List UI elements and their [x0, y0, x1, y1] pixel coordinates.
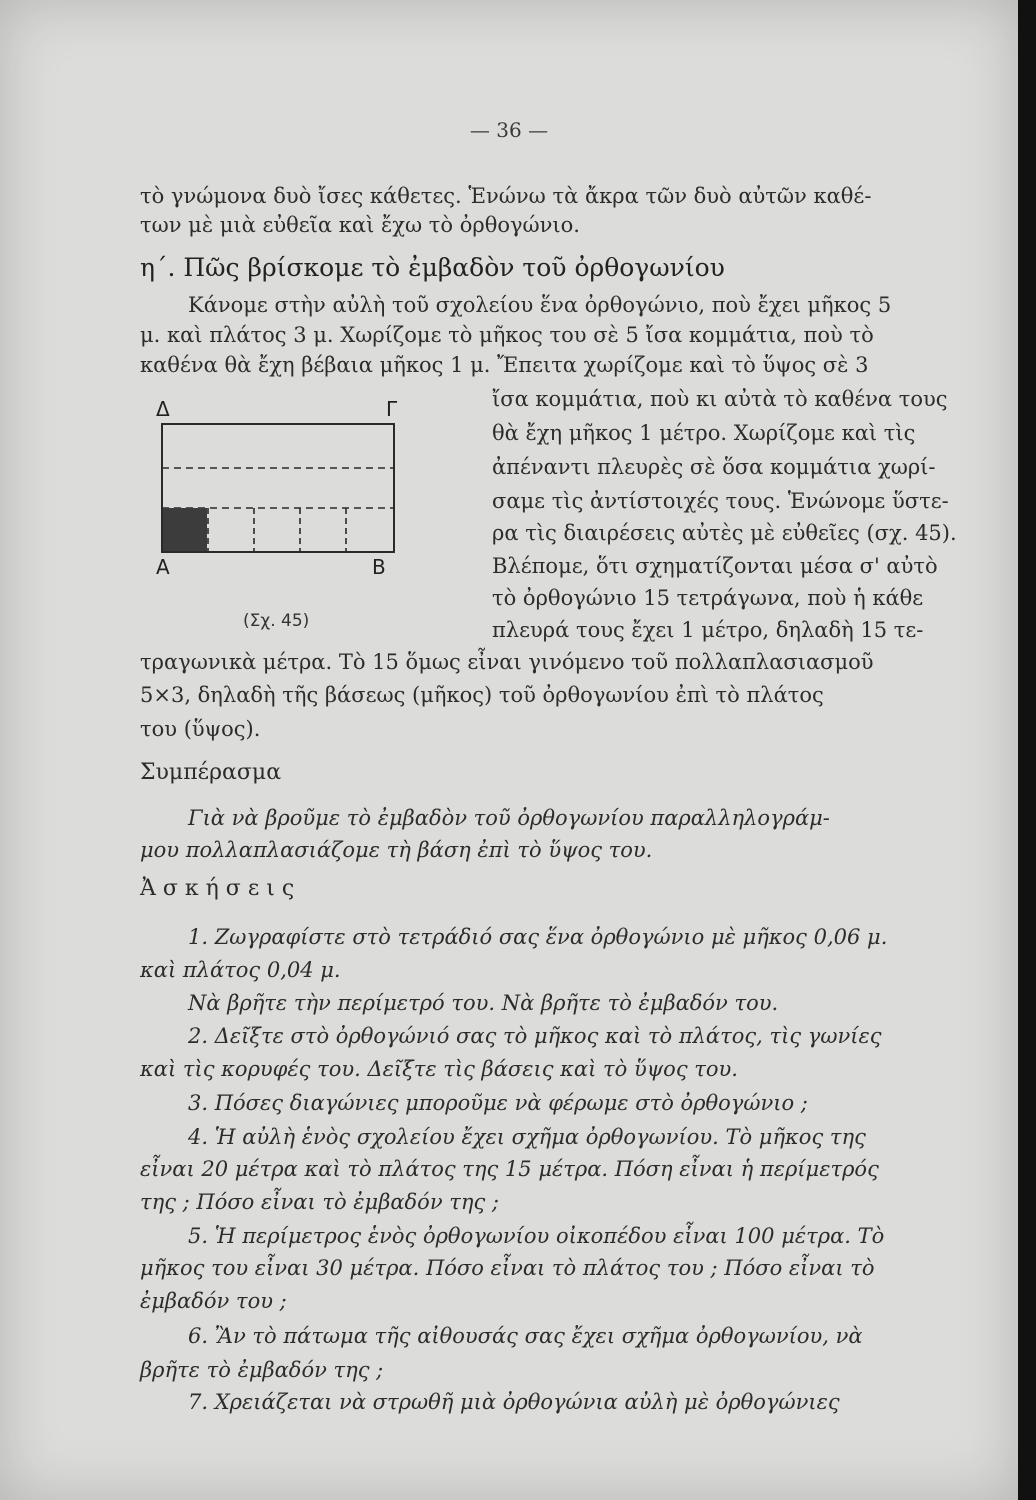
- text-line: καθένα θὰ ἔχη βέβαια μῆκος 1 μ. Ἔπειτα χωρίζομε καὶ τὸ ὕψος σὲ 3: [140, 353, 869, 377]
- exercise-line: καὶ πλάτος 0,04 μ.: [140, 958, 341, 982]
- side-text-line: ἀπέναντι πλευρὲς σὲ ὅσα κομμάτια χωρί-: [492, 455, 936, 479]
- exercise-line: 5. Ἡ περίμετρος ἑνὸς ὀρθογωνίου οἰκοπέδου εἶναι 100 μέτρα. Τὸ: [188, 1224, 885, 1248]
- section-heading: η΄. Πῶς βρίσκομε τὸ ἐμβαδὸν τοῦ ὀρθογωνίου: [140, 253, 725, 282]
- text-line: Κάνομε στὴν αὐλὴ τοῦ σχολείου ἕνα ὀρθογώνιο, ποὺ ἔχει μῆκος 5: [188, 293, 892, 317]
- label-bottom-right: Β: [372, 555, 386, 579]
- text-line: μ. καὶ πλάτος 3 μ. Χωρίζομε τὸ μῆκος του σὲ 5 ἴσα κομμάτια, ποὺ τὸ: [140, 323, 874, 347]
- exercise-line: καὶ τὶς κορυφές του. Δεῖξτε τὶς βάσεις καὶ τὸ ὕψος του.: [140, 1057, 738, 1081]
- text-line: 5×3, δηλαδὴ τῆς βάσεως (μῆκος) τοῦ ὀρθογωνίου ἐπὶ τὸ πλάτος: [140, 683, 824, 707]
- exercise-line: 6. Ἂν τὸ πάτωμα τῆς αἰθουσάς σας ἔχει σχῆμα ὀρθογωνίου, νὰ: [188, 1324, 863, 1348]
- page-edge-shadow: [1018, 0, 1036, 1500]
- side-text-line: θὰ ἔχη μῆκος 1 μέτρο. Χωρίζομε καὶ τὶς: [492, 421, 916, 445]
- label-bottom-left: Α: [156, 555, 170, 579]
- shaded-unit-square: [163, 508, 207, 551]
- exercise-line: βρῆτε τὸ ἐμβαδόν της ;: [140, 1358, 384, 1382]
- side-text-line: πλευρά τους ἔχει 1 μέτρο, δηλαδὴ 15 τε-: [492, 618, 924, 642]
- intro-line-2: των μὲ μιὰ εὐθεῖα καὶ ἔχω τὸ ὀρθογώνιο.: [140, 213, 580, 237]
- side-text-line: Βλέπομε, ὅτι σχηματίζονται μέσα σ' αὐτὸ: [492, 554, 938, 578]
- conclusion-line: μου πολλαπλασιάζομε τὴ βάση ἐπὶ τὸ ὕψος του.: [140, 838, 653, 862]
- exercise-line: της ; Πόσο εἶναι τὸ ἐμβαδόν της ;: [140, 1190, 499, 1214]
- figure-caption: (Σχ. 45): [243, 611, 310, 631]
- rectangle-figure: [150, 392, 410, 592]
- exercise-line: ἐμβαδόν του ;: [140, 1289, 287, 1313]
- page-number: — 36 —: [469, 118, 549, 142]
- exercise-line: 1. Ζωγραφίστε στὸ τετράδιό σας ἕνα ὀρθογώνιο μὲ μῆκος 0,06 μ.: [188, 925, 888, 949]
- conclusion-line: Γιὰ νὰ βροῦμε τὸ ἐμβαδὸν τοῦ ὀρθογωνίου παραλληλογράμ-: [188, 806, 830, 830]
- conclusion-title: Συμπέρασμα: [140, 760, 282, 785]
- side-text-line: σαμε τὶς ἀντίστοιχές τους. Ἑνώνομε ὕστε-: [492, 489, 949, 513]
- text-line: του (ὕψος).: [140, 717, 261, 741]
- exercise-line: Νὰ βρῆτε τὴν περίμετρό του. Νὰ βρῆτε τὸ ἐμβαδόν του.: [188, 991, 779, 1015]
- rectangle-diagram: [150, 392, 410, 592]
- intro-line-1: τὸ γνώμονα δυὸ ἴσες κάθετες. Ἑνώνω τὰ ἄκρα τῶν δυὸ αὐτῶν καθέ-: [140, 184, 872, 208]
- exercise-line: 3. Πόσες διαγώνιες μποροῦμε νὰ φέρωμε στὸ ὀρθογώνιο ;: [188, 1091, 808, 1115]
- text-line: τραγωνικὰ μέτρα. Τὸ 15 ὅμως εἶναι γινόμενο τοῦ πολλαπλασιασμοῦ: [140, 650, 874, 674]
- side-text-line: ρα τὶς διαιρέσεις αὐτὲς μὲ εὐθεῖες (σχ. 45).: [492, 521, 957, 545]
- side-text-line: τὸ ὀρθογώνιο 15 τετράγωνα, ποὺ ἡ κάθε: [492, 586, 924, 610]
- label-top-left: Δ: [156, 397, 170, 421]
- exercise-line: 7. Χρειάζεται νὰ στρωθῆ μιὰ ὀρθογώνια αὐλὴ μὲ ὀρθογώνιες: [188, 1390, 840, 1414]
- exercise-line: εἶναι 20 μέτρα καὶ τὸ πλάτος της 15 μέτρα. Πόση εἶναι ἡ περίμετρός: [140, 1157, 879, 1181]
- exercises-title: Ἀ σ κ ή σ ε ι ς: [140, 876, 295, 901]
- side-text-line: ἴσα κομμάτια, ποὺ κι αὐτὰ τὸ καθένα τους: [492, 387, 948, 411]
- exercise-line: 2. Δεῖξτε στὸ ὀρθογώνιό σας τὸ μῆκος καὶ τὸ πλάτος, τὶς γωνίες: [188, 1024, 882, 1048]
- exercise-line: μῆκος του εἶναι 30 μέτρα. Πόσο εἶναι τὸ πλάτος του ; Πόσο εἶναι τὸ: [140, 1256, 875, 1280]
- label-top-right: Γ: [386, 397, 398, 421]
- exercise-line: 4. Ἡ αὐλὴ ἑνὸς σχολείου ἔχει σχῆμα ὀρθογωνίου. Τὸ μῆκος της: [188, 1125, 866, 1149]
